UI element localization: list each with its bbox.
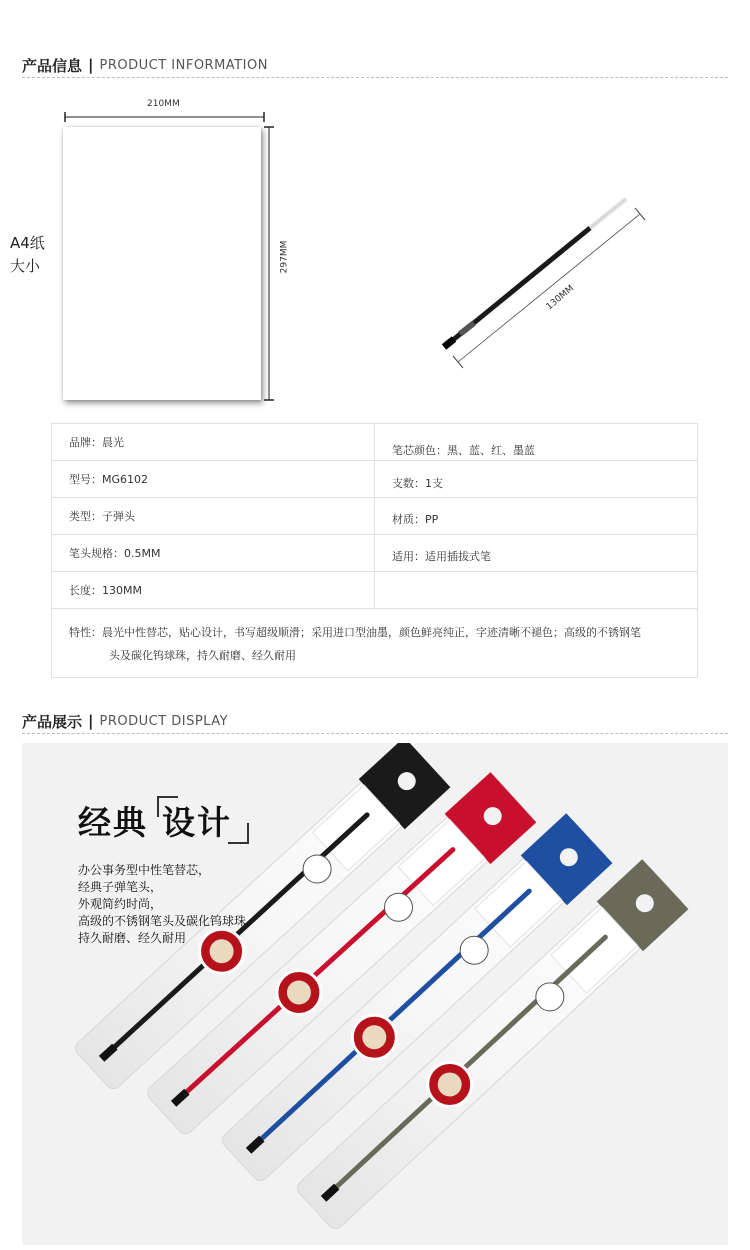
product-display-heading — [22, 711, 228, 731]
desc-line: 持久耐磨、经久耐用 — [78, 931, 187, 945]
a4-label-line1: A4纸 — [10, 234, 45, 252]
heading-separator: | — [88, 56, 94, 74]
spec-type: 类型：子弹头 — [69, 510, 135, 523]
table-row — [52, 424, 697, 461]
divider — [22, 733, 728, 734]
desc-line: 高级的不锈钢笔头及碳化钨球珠， — [78, 914, 259, 928]
product-display-image — [22, 743, 728, 1245]
product-display-title-en: PRODUCT DISPLAY — [99, 713, 229, 729]
paper-height-label: 297MM — [279, 240, 290, 274]
spec-empty — [374, 572, 697, 608]
table-row — [52, 461, 697, 498]
a4-label-line2: 大小 — [10, 257, 41, 275]
refill-length-label: 130MM — [544, 283, 577, 313]
refill-image — [430, 190, 660, 370]
spec-material: 材质：PP — [374, 498, 697, 534]
product-info-heading — [22, 55, 268, 75]
headline-bracket — [156, 795, 250, 845]
spec-features — [52, 609, 697, 677]
spec-length: 长度：130MM — [69, 584, 142, 597]
desc-line: 外观简约时尚， — [78, 897, 163, 911]
headline-part-a: 经典 — [78, 803, 148, 842]
spec-tip-size: 笔头规格：0.5MM — [69, 547, 161, 560]
features-line2: 头及碳化钨球珠，持久耐磨、经久耐用 — [109, 649, 296, 662]
heading-separator: | — [88, 712, 94, 730]
paper-width-label: 210MM — [147, 99, 180, 109]
a4-size-label — [10, 232, 45, 278]
product-info-title-cn: 产品信息 — [22, 56, 83, 75]
a4-paper — [63, 127, 261, 400]
spec-brand: 品牌：晨光 — [69, 436, 124, 449]
display-description — [78, 862, 258, 947]
spec-count: 支数：1支 — [374, 461, 697, 497]
spec-model: 型号：MG6102 — [69, 473, 149, 486]
product-info-title-en: PRODUCT INFORMATION — [99, 57, 268, 73]
table-row — [52, 535, 697, 572]
spec-ink-colors: 笔芯颜色：黑、蓝、红、墨蓝 — [374, 424, 697, 460]
spec-table — [51, 423, 698, 678]
product-display-title-cn: 产品展示 — [22, 712, 83, 731]
desc-line: 经典子弹笔头， — [78, 880, 163, 894]
features-line1: 特性：晨光中性替芯，贴心设计，书写超级顺滑；采用进口型油墨，颜色鲜亮纯正，字迹清晰不褪色；高级的不锈钢笔 — [69, 626, 641, 639]
spec-compatible: 适用：适用插拔式笔 — [374, 535, 697, 571]
divider — [22, 77, 728, 78]
table-row — [52, 498, 697, 535]
desc-line: 办公事务型中性笔替芯， — [78, 863, 211, 877]
headline-part-b: 设计 — [162, 803, 232, 842]
table-row — [52, 572, 697, 609]
